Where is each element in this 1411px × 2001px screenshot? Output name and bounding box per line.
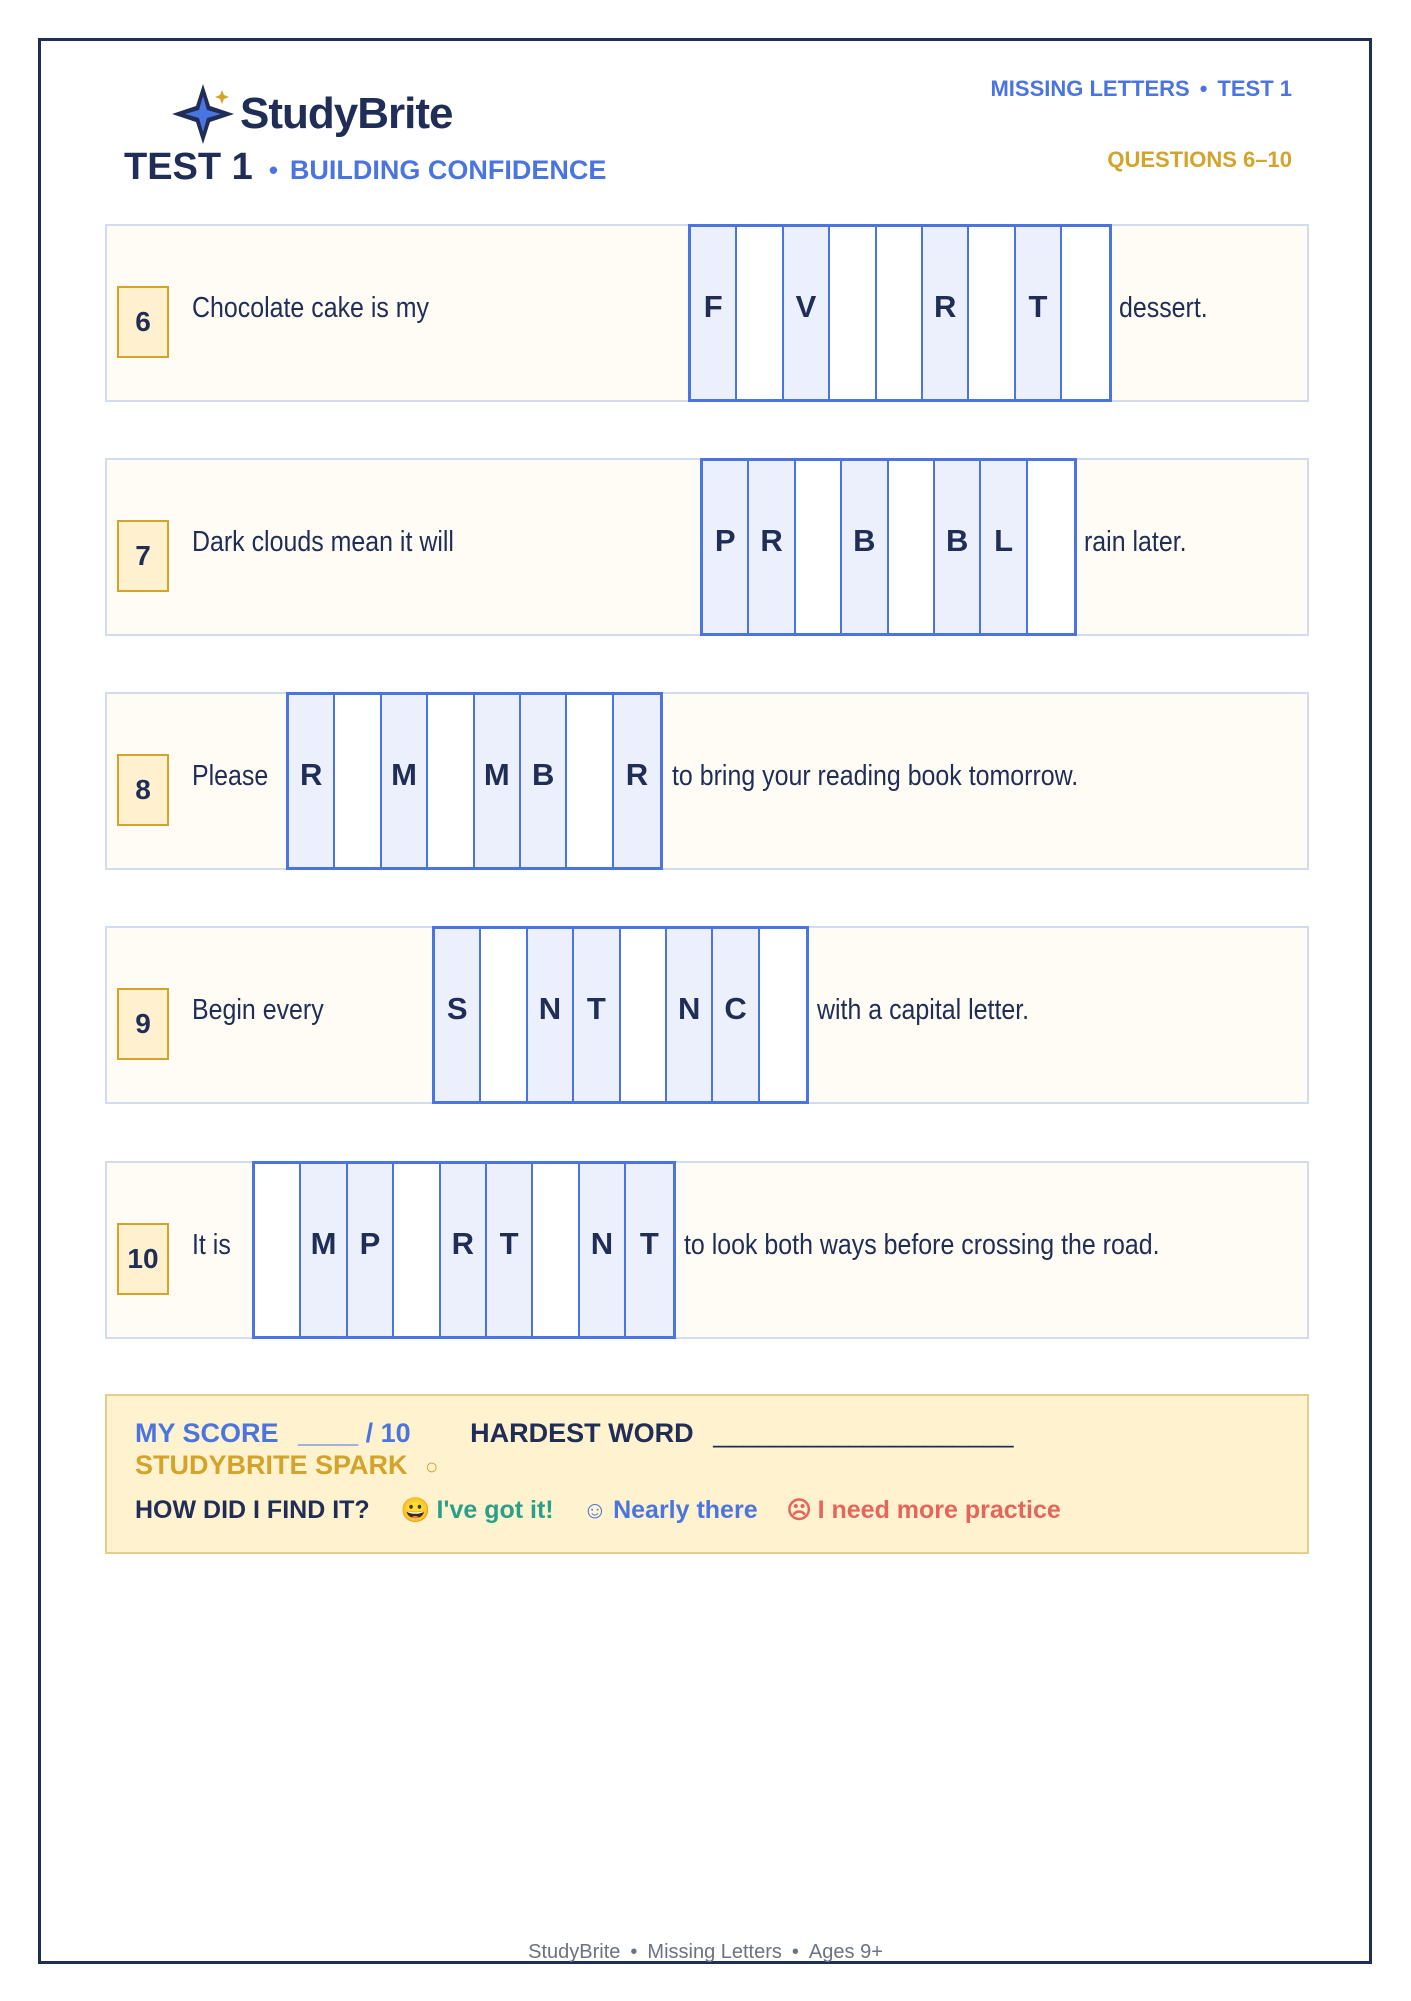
sentence-after: with a capital letter. [817, 994, 1030, 1026]
given-letter-box: T [574, 929, 620, 1101]
question-number: 10 [117, 1223, 169, 1295]
footer-ages: Ages 9+ [808, 1941, 883, 1963]
sentence-after: to bring your reading book tomorrow. [672, 760, 1079, 792]
given-letter-box: P [348, 1164, 394, 1336]
question-row [105, 692, 1309, 870]
blank-letter-box[interactable] [481, 929, 527, 1101]
blank-letter-box[interactable] [621, 929, 667, 1101]
blank-letter-box[interactable] [255, 1164, 301, 1336]
sentence-before: Begin every [192, 994, 324, 1026]
logo-text: StudyBrite [240, 89, 453, 138]
blank-letter-box[interactable] [830, 227, 876, 399]
blank-letter-box[interactable] [533, 1164, 579, 1336]
letter-boxes[interactable] [432, 926, 809, 1104]
question-number: 7 [117, 520, 169, 592]
blank-letter-box[interactable] [737, 227, 783, 399]
given-letter-box: S [435, 929, 481, 1101]
footer-topic: Missing Letters [647, 1941, 782, 1963]
sentence-before: Chocolate cake is my [192, 292, 430, 324]
topic-test-label: TEST 1 [1217, 76, 1292, 101]
given-letter-box: M [301, 1164, 347, 1336]
sentence-after: rain later. [1084, 526, 1187, 558]
letter-boxes[interactable] [286, 692, 663, 870]
given-letter-box: R [614, 695, 660, 867]
question-row [105, 224, 1309, 402]
footer [0, 1941, 1411, 1964]
questions-range: QUESTIONS 6–10 [1107, 147, 1292, 172]
blank-letter-box[interactable] [796, 461, 842, 633]
blank-letter-box[interactable] [1062, 227, 1108, 399]
given-letter-box: R [441, 1164, 487, 1336]
topic-separator: • [1199, 76, 1208, 101]
option-label: Nearly there [613, 1496, 758, 1524]
letter-boxes[interactable] [688, 224, 1112, 402]
given-letter-box: R [923, 227, 969, 399]
spark-label: STUDYBRITE SPARK [135, 1450, 408, 1480]
hardest-word-field[interactable]: ____________________ [713, 1418, 1014, 1448]
grin-face-icon: 😀 [400, 1497, 431, 1524]
blank-letter-box[interactable] [428, 695, 474, 867]
blank-letter-box[interactable] [889, 461, 935, 633]
question-number: 6 [117, 286, 169, 358]
given-letter-box: V [784, 227, 830, 399]
given-letter-box: R [749, 461, 795, 633]
option-need-practice[interactable] [787, 1496, 1061, 1524]
footer-separator: • [791, 1941, 799, 1963]
smile-face-icon: ☺ [582, 1497, 608, 1524]
given-letter-box: N [667, 929, 713, 1101]
question-number: 9 [117, 988, 169, 1060]
given-letter-box: N [580, 1164, 626, 1336]
footer-separator: • [630, 1941, 638, 1963]
blank-letter-box[interactable] [760, 929, 806, 1101]
score-line [135, 1418, 1014, 1449]
spark-line [135, 1450, 438, 1481]
option-label: I need more practice [817, 1496, 1061, 1524]
test-title: TEST 1 [124, 146, 253, 188]
feeling-line [135, 1496, 1061, 1525]
header-topic [990, 76, 1292, 102]
my-score-label: MY SCORE [135, 1418, 279, 1448]
sentence-after: to look both ways before crossing the road. [684, 1229, 1160, 1261]
hardest-word-label: HARDEST WORD [470, 1418, 694, 1448]
given-letter-box: P [703, 461, 749, 633]
blank-letter-box[interactable] [394, 1164, 440, 1336]
given-letter-box: M [475, 695, 521, 867]
given-letter-box: L [981, 461, 1027, 633]
how-label: HOW DID I FIND IT? [135, 1496, 370, 1524]
given-letter-box: T [487, 1164, 533, 1336]
given-letter-box: B [935, 461, 981, 633]
frown-face-icon: ☹ [786, 1497, 812, 1524]
blank-letter-box[interactable] [1028, 461, 1074, 633]
studybrite-logo [170, 82, 452, 146]
given-letter-box: T [626, 1164, 672, 1336]
given-letter-box: R [289, 695, 335, 867]
test-subtitle: BUILDING CONFIDENCE [289, 155, 607, 185]
test-heading [124, 146, 606, 189]
given-letter-box: N [528, 929, 574, 1101]
given-letter-box: M [382, 695, 428, 867]
option-nearly-there[interactable] [583, 1496, 758, 1524]
option-got-it[interactable] [401, 1496, 554, 1524]
given-letter-box: T [1016, 227, 1062, 399]
question-number: 8 [117, 754, 169, 826]
blank-letter-box[interactable] [969, 227, 1015, 399]
question-row [105, 1161, 1309, 1339]
spark-circle-icon[interactable]: ○ [425, 1454, 439, 1479]
question-row [105, 458, 1309, 636]
my-score-field[interactable]: ____ / 10 [298, 1418, 411, 1448]
letter-boxes[interactable] [252, 1161, 676, 1339]
question-row [105, 926, 1309, 1104]
option-label: I've got it! [436, 1496, 554, 1524]
self-assessment-panel [105, 1394, 1309, 1554]
given-letter-box: B [521, 695, 567, 867]
given-letter-box: B [842, 461, 888, 633]
sentence-before: Please [192, 760, 269, 792]
blank-letter-box[interactable] [335, 695, 381, 867]
given-letter-box: F [691, 227, 737, 399]
sentence-after: dessert. [1119, 292, 1208, 324]
sentence-before: It is [192, 1229, 231, 1261]
title-bullet: • [268, 155, 278, 185]
sentence-before: Dark clouds mean it will [192, 526, 454, 558]
letter-boxes[interactable] [700, 458, 1077, 636]
footer-brand: StudyBrite [528, 1941, 621, 1963]
given-letter-box: C [713, 929, 759, 1101]
blank-letter-box[interactable] [567, 695, 613, 867]
blank-letter-box[interactable] [877, 227, 923, 399]
topic-label: MISSING LETTERS [990, 76, 1190, 101]
star-logo-icon [170, 82, 236, 146]
